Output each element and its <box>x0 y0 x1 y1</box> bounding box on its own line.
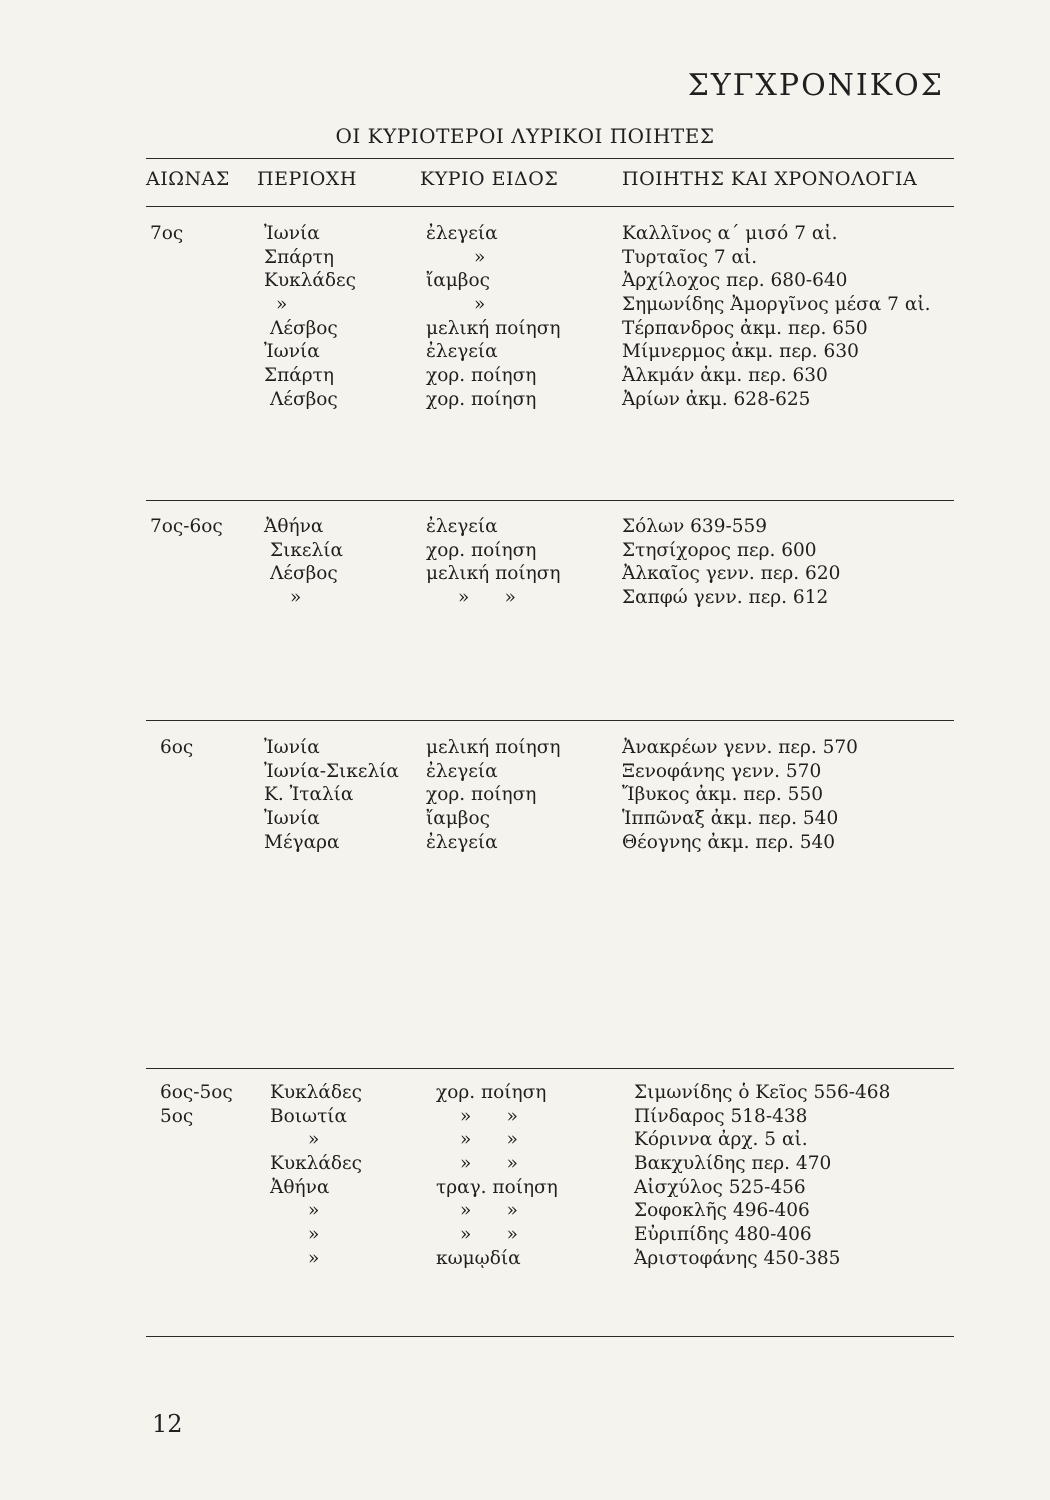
header-region: ΠΕΡΙΟΧΗ <box>257 168 357 190</box>
cell-poet: Θέογνης ἀκμ. περ. 540 <box>622 831 836 853</box>
table-row <box>0 1152 1050 1176</box>
cell-region: Σπάρτη <box>264 246 334 268</box>
cell-poet: Ἴβυκος ἀκμ. περ. 550 <box>622 784 823 806</box>
cell-poet: Ἀλκαῖος γενν. περ. 620 <box>622 563 841 585</box>
table-row <box>0 269 1050 293</box>
cell-kind: τραγ. ποίηση <box>436 1176 558 1198</box>
table-row <box>0 222 1050 246</box>
page-number: 12 <box>152 1410 183 1438</box>
cell-region: Κυκλάδες <box>264 270 356 292</box>
cell-region: Ἀθήνα <box>264 516 324 537</box>
rule-bottom <box>146 1336 954 1337</box>
cell-kind: χορ. ποίηση <box>436 1082 547 1103</box>
cell-region: Κ. Ἰταλία <box>264 784 354 806</box>
table-row <box>0 1176 1050 1200</box>
cell-poet: Αἰσχύλος 525-456 <box>634 1176 806 1198</box>
cell-kind: χορ. ποίηση <box>426 784 537 806</box>
table-row <box>0 1128 1050 1152</box>
header-age: ΑΙΩΝΑΣ <box>146 168 230 190</box>
table-group-7th-century <box>0 222 1050 412</box>
cell-age: 7ος-6ος <box>150 516 223 537</box>
cell-kind: » » <box>460 1200 518 1222</box>
table-row <box>0 736 1050 760</box>
cell-poet: Τέρπανδρος ἀκμ. περ. 650 <box>622 317 868 339</box>
cell-age: 5ος <box>160 1105 194 1127</box>
cell-kind: ἐλεγεία <box>426 223 498 244</box>
cell-kind: » » <box>460 1224 518 1246</box>
rule-header <box>146 206 954 207</box>
cell-poet: Μίμνερμος ἀκμ. περ. 630 <box>622 341 859 363</box>
table-group-7th-6th-century <box>0 515 1050 610</box>
cell-region: Λέσβος <box>270 388 338 410</box>
cell-kind: ἐλεγεία <box>426 516 498 537</box>
cell-poet: Εὐριπίδης 480-406 <box>634 1224 812 1246</box>
table-row <box>0 340 1050 364</box>
header-poet: ΠΟΙΗΤΗΣ ΚΑΙ ΧΡΟΝΟΛΟΓΙΑ <box>622 168 918 190</box>
cell-kind: ἐλεγεία <box>426 341 498 363</box>
table-row <box>0 246 1050 270</box>
cell-age: 6ος-5ος <box>160 1082 233 1103</box>
table-row <box>0 831 1050 855</box>
cell-region: Ἀθήνα <box>270 1176 330 1198</box>
table-row <box>0 293 1050 317</box>
table-row <box>0 1199 1050 1223</box>
cell-region: » <box>308 1247 320 1269</box>
cell-kind: » » <box>460 1153 518 1175</box>
cell-kind: » » <box>460 1129 518 1151</box>
table-row <box>0 388 1050 412</box>
cell-poet: Ἱππῶναξ ἀκμ. περ. 540 <box>622 808 839 830</box>
cell-region: » <box>276 294 288 316</box>
table-row <box>0 783 1050 807</box>
table-row <box>0 515 1050 539</box>
cell-region: » <box>308 1129 320 1151</box>
rule-top <box>146 158 954 159</box>
cell-region: Ἰωνία <box>264 341 320 363</box>
cell-poet: Ἀρίων ἀκμ. 628-625 <box>622 388 811 410</box>
rule-group-2 <box>146 720 954 721</box>
table-row <box>0 317 1050 341</box>
cell-kind: » » <box>460 1105 518 1127</box>
table-row <box>0 586 1050 610</box>
cell-poet: Σαπφώ γενν. περ. 612 <box>622 587 829 609</box>
cell-poet: Πίνδαρος 518-438 <box>634 1105 808 1127</box>
cell-region: Λέσβος <box>270 563 338 585</box>
table-row <box>0 562 1050 586</box>
cell-poet: Σιμωνίδης ὁ Κεῖος 556-468 <box>634 1082 891 1103</box>
table-row <box>0 1223 1050 1247</box>
cell-kind: μελική ποίηση <box>426 563 561 585</box>
cell-kind: ἐλεγεία <box>426 831 498 853</box>
cell-region: Ἰωνία-Σικελία <box>264 760 399 782</box>
cell-region: Κυκλάδες <box>270 1153 362 1175</box>
table-title: ΟΙ ΚΥΡΙΟΤΕΡΟΙ ΛΥΡΙΚΟΙ ΠΟΙΗΤΕΣ <box>335 124 715 148</box>
cell-kind: χορ. ποίηση <box>426 539 537 561</box>
cell-age: 6ος <box>160 737 194 758</box>
cell-region: Ἰωνία <box>264 223 320 244</box>
cell-region: Ἰωνία <box>264 808 320 830</box>
running-head: ΣΥΓΧΡΟΝΙΚΟΣ <box>687 68 944 103</box>
cell-poet: Σημωνίδης Ἀμοργῖνος μέσα 7 αἰ. <box>622 294 931 316</box>
cell-poet: Στησίχορος περ. 600 <box>622 539 817 561</box>
cell-region: Κυκλάδες <box>270 1082 362 1103</box>
cell-region: Σικελία <box>270 539 343 561</box>
rule-group-3 <box>146 1068 954 1069</box>
cell-region: Μέγαρα <box>264 831 340 853</box>
header-kind: ΚΥΡΙΟ ΕΙΔΟΣ <box>420 168 559 190</box>
table-row <box>0 539 1050 563</box>
table-row <box>0 807 1050 831</box>
cell-region: Λέσβος <box>270 317 338 339</box>
table-row <box>0 1247 1050 1271</box>
cell-kind: ἐλεγεία <box>426 760 498 782</box>
cell-kind: χορ. ποίηση <box>426 365 537 387</box>
table-group-6th-century <box>0 736 1050 854</box>
cell-poet: Βακχυλίδης περ. 470 <box>634 1153 832 1175</box>
cell-kind: » <box>474 246 486 268</box>
cell-kind: μελική ποίηση <box>426 317 561 339</box>
cell-kind: χορ. ποίηση <box>426 388 537 410</box>
cell-age: 7ος <box>150 223 184 244</box>
cell-kind: κωμῳδία <box>436 1247 521 1269</box>
table-group-6th-5th-century <box>0 1081 1050 1271</box>
cell-poet: Τυρταῖος 7 αἰ. <box>622 246 758 268</box>
table-row <box>0 760 1050 784</box>
table-row <box>0 364 1050 388</box>
cell-poet: Καλλῖνος α΄ μισό 7 αἰ. <box>622 223 838 244</box>
cell-poet: Ἀνακρέων γενν. περ. 570 <box>622 737 858 758</box>
cell-kind: ἴαμβος <box>426 808 490 830</box>
table-row <box>0 1105 1050 1129</box>
cell-poet: Ἀλκμάν ἀκμ. περ. 630 <box>622 365 828 387</box>
cell-kind: μελική ποίηση <box>426 737 561 758</box>
cell-poet: Ἀρχίλοχος περ. 680-640 <box>622 270 848 292</box>
cell-region: Βοιωτία <box>270 1105 348 1127</box>
cell-poet: Ξενοφάνης γενν. 570 <box>622 760 822 782</box>
cell-kind: » <box>474 294 486 316</box>
cell-kind: » » <box>458 587 516 609</box>
table-header-row <box>0 168 1050 198</box>
cell-region: » <box>308 1200 320 1222</box>
rule-group-1 <box>146 500 954 501</box>
cell-region: Σπάρτη <box>264 365 334 387</box>
cell-region: » <box>290 587 302 609</box>
table-row <box>0 1081 1050 1105</box>
cell-region: » <box>308 1224 320 1246</box>
cell-poet: Σόλων 639-559 <box>622 516 768 537</box>
cell-kind: ἴαμβος <box>426 270 490 292</box>
cell-poet: Ἀριστοφάνης 450-385 <box>634 1247 841 1269</box>
cell-poet: Σοφοκλῆς 496-406 <box>634 1200 810 1222</box>
cell-poet: Κόριννα ἀρχ. 5 αἰ. <box>634 1129 808 1151</box>
cell-region: Ἰωνία <box>264 737 320 758</box>
